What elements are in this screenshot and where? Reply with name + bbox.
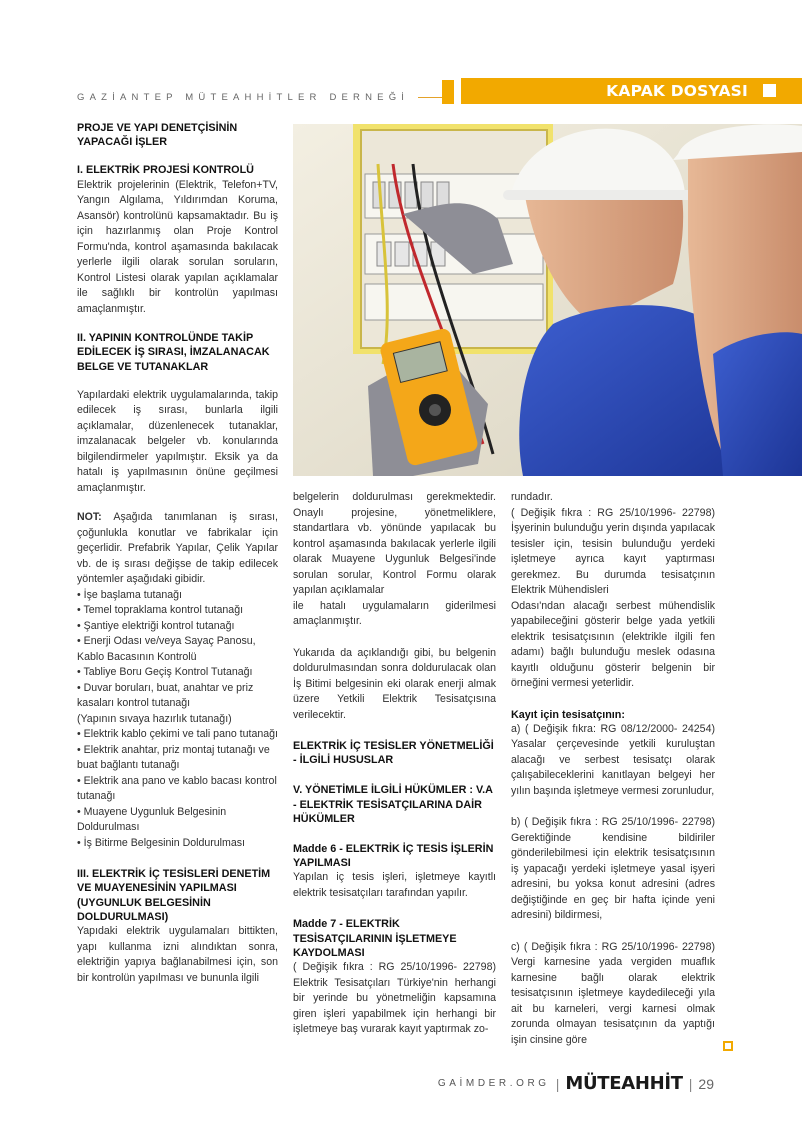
header-accent-square (442, 80, 454, 104)
list-item: • Enerji Odası ve/veya Sayaç Panosu, Kablo Bacasının Kontrolü (77, 635, 256, 663)
section-band (461, 78, 802, 104)
note-label: NOT: (77, 511, 102, 524)
header-rule (418, 97, 442, 98)
col2-heading-3: Madde 6 - ELEKTRİK İÇ TESİS İŞLERİN YAPILMASI (293, 843, 494, 870)
section-3-body: Yapıdaki elektrik uygulamaları bittikten, yapı kullanma izni alındıktan sonra, elektriğin yapıya bağlanabilmesi için, son bir kontrolün yapılması ve bununla ilgili (77, 925, 278, 984)
list-item: • Elektrik kablo çekimi ve tali pano tutanağı (77, 728, 278, 741)
section-1-heading: I. ELEKTRİK PROJESİ KONTROLÜ (77, 164, 254, 177)
list-item: • İşe başlama tutanağı (77, 588, 183, 601)
electrician-illustration (293, 124, 802, 476)
col3-paragraph-2: ( Değişik fıkra : RG 25/10/1996- 22798) İşyerinin bulunduğu yerin dışında yapılacak tesisler için, tesisin bulunduğu yerdeki işletmeye ayrıca kayıt yaptırması gerekmez. Bu durumda tesisatçının Elektrik Mühendisleri (511, 506, 715, 596)
list-item: • Duvar boruları, buat, anahtar ve priz kasaları kontrol tutanağı (77, 681, 254, 710)
col3-item-b: b) ( Değişik fıkra : RG 25/10/1996- 22798) Gerektiğinde kendisine bildiriler gönderilebilmesi için elektrik tesisatçısının iş yapacağı yerdeki işletmeye yasal işyeri adresini, bu yoksa konut adresini (adres değiştiğinde en geç bir hafta içinde yeni adresini) bildirmesi, (511, 816, 715, 922)
footer-brand-logo: MÜTEAHHİT (565, 1073, 683, 1094)
col2-paragraph-2: Yukarıda da açıklandığı gibi, bu belgenin doldurulmasından sonra doldurulacak olan İş Bitimi belgesinin eki olarak enerji almak üzere Yetkili Elektrik Tesisatçısına verilecektir. (293, 646, 496, 721)
list-item: • Elektrik ana pano ve kablo bacası kontrol tutanağı (77, 774, 277, 803)
list-item: • Tabliye Boru Geçiş Kontrol Tutanağı (77, 666, 253, 679)
article-title: PROJE VE YAPI DENETÇİSİNİN YAPACAĞI İŞLER (77, 122, 238, 149)
column-3 (511, 490, 715, 1048)
electrician-photo (293, 124, 802, 476)
list-item: • Temel topraklama kontrol tutanağı (77, 604, 244, 617)
section-2-body: Yapılardaki elektrik uygulamalarında, takip edilecek iş sırası, bunlarla ilgili açıklamalar, düzenlenecek tutanaklar, imzalanacak belgeler vb. konularında bilgilendirmeler yapılmıştır. Eksik ya da hatalı iş yapılmasının önüne geçilmesi amaçlanmıştır. (77, 388, 278, 494)
footer-website: GAİMDER.ORG (437, 1078, 550, 1089)
list-item: • Elektrik anahtar, priz montaj tutanağı ve buat bağlantı tutanağı (77, 743, 270, 772)
column-1 (77, 121, 278, 986)
section-square-icon (763, 84, 776, 97)
col2-paragraph-1: belgelerin doldurulması gerekmektedir. Onaylı projesine, yönetmeliklere, standartlara vb. yönünde yapılacak bu kontrol aşamasında bakılacak yerlerle ilgili olarak Muayene Uygunluk Belgesi'inde sorulan sorular, Kontrol Formu olarak yapılan açıklamalar (293, 491, 496, 596)
end-mark-icon (723, 1041, 733, 1051)
section-3-heading: III. ELEKTRİK İÇ TESİSLERİ DENETİM VE MUAYENESİNİN YAPILMASI (UYGUNLUK BELGESİNİN DOLDURULMASI) (77, 868, 271, 923)
section-1-body: Elektrik projelerinin (Elektrik, Telefon+TV, Yangın Algılama, Yıldırımdan Koruma, Asansör) kontrolünü kapsamaktadır. Bu iş için hazırlanmış olan Proje Kontrol Formu'nda, kontrol aşamasında bakılacak yerlerle ilgili olarak sorulan soruların, Kontrol Listesi olarak yapılan açıklamalar ile sağlıklı bir kontrolün yapılması amaçlanmıştır. (77, 178, 278, 315)
checklist (77, 588, 278, 852)
col3-paragraph-1: rundadır. (511, 491, 553, 503)
footer (438, 1073, 714, 1094)
col2-heading-2: V. YÖNETİMLE İLGİLİ HÜKÜMLER : V.A - ELEKTRİK TESİSATÇILARINA DAİR HÜKÜMLER (293, 784, 493, 825)
section-2-heading: II. YAPININ KONTROLÜNDE TAKİP EDİLECEK İŞ SIRASI, İMZALANACAK BELGE VE TUTANAKLAR (77, 332, 270, 373)
list-item: (Yapının sıvaya hazırlık tutanağı) (77, 712, 232, 725)
footer-separator: | (688, 1075, 693, 1092)
col3-paragraph-3: Odası'ndan alacağı serbest mühendislik yapabileceğini gösterir belge yada yetkili elektrik tesisatçısının (elektrikle ilgili fen adamı) bağlı bulunduğu meslek odasına kayıtlı olduğunu gösterir belgenin bir örneğini vermesi yeterlidir. (511, 599, 715, 689)
list-item: • Muayene Uygunluk Belgesinin Doldurulması (77, 805, 227, 834)
col2-paragraph-3: Yapılan iç tesis işleri, işletmeye kayıtlı elektrik tesisatçıları tarafından yapılır. (293, 871, 496, 899)
header-organization: GAZİANTEP MÜTEAHHİTLER DERNEĞİ (77, 92, 410, 103)
list-item: • İş Bitirme Belgesinin Doldurulması (77, 836, 245, 849)
note-paragraph (77, 510, 278, 588)
col3-item-a: a) ( Değişik fıkra: RG 08/12/2000- 24254) Yasalar çerçevesinde yetkili kuruluştan alacağı ve serbest tesisatçı olarak çalışabileceklerini kanıtlayan belgeyi her yılın başında işletmeye vermesi zorunludur, (511, 722, 715, 797)
section-title: KAPAK DOSYASI (606, 82, 748, 100)
note-body: Aşağıda tanımlanan iş sırası, çoğunlukla konutlar ve fabrikalar için geçerlidir. Prefabrik Yapılar, Çelik Yapılar vb. de iş sırası değişse de takip edilecek yöntemler aşağıdaki gibidir. (77, 511, 278, 586)
col2-paragraph-4: ( Değişik fıkra : RG 25/10/1996- 22798) Elektrik Tesisatçıları Türkiye'nin herhangi bir yerinde bu yönetmeliğin kapsamına giren işleri yapabilmek için herhangi bir işletmeye baş vurarak kayıt yaptırmak zo- (293, 961, 496, 1036)
page-number: 29 (698, 1075, 714, 1092)
column-2 (293, 490, 496, 1038)
footer-separator: | (555, 1075, 560, 1092)
col2-heading-4: Madde 7 - ELEKTRİK TESİSATÇILARININ İŞLETMEYE KAYDOLMASI (293, 918, 457, 959)
col3-heading: Kayıt için tesisatçının: (511, 708, 625, 721)
col2-heading-1: ELEKTRİK İÇ TESİSLER YÖNETMELİĞİ - İLGİLİ HUSUSLAR (293, 740, 494, 767)
col2-paragraph-1b: ile hatalı uygulamaların giderilmesi amaçlanmıştır. (293, 599, 496, 627)
list-item: • Şantiye elektriği kontrol tutanağı (77, 619, 235, 632)
col3-item-c: c) ( Değişik fıkra : RG 25/10/1996- 22798) Vergi karnesine yada vergiden muaflık karnesine bağlı olarak elektrik tesisatçısının işletmeye kaydedileceği yıla ait bu karneleri, vergi karnesi olmak zorunda olmayan tesisatçının da yaptığı işin cinsine göre (511, 940, 715, 1046)
